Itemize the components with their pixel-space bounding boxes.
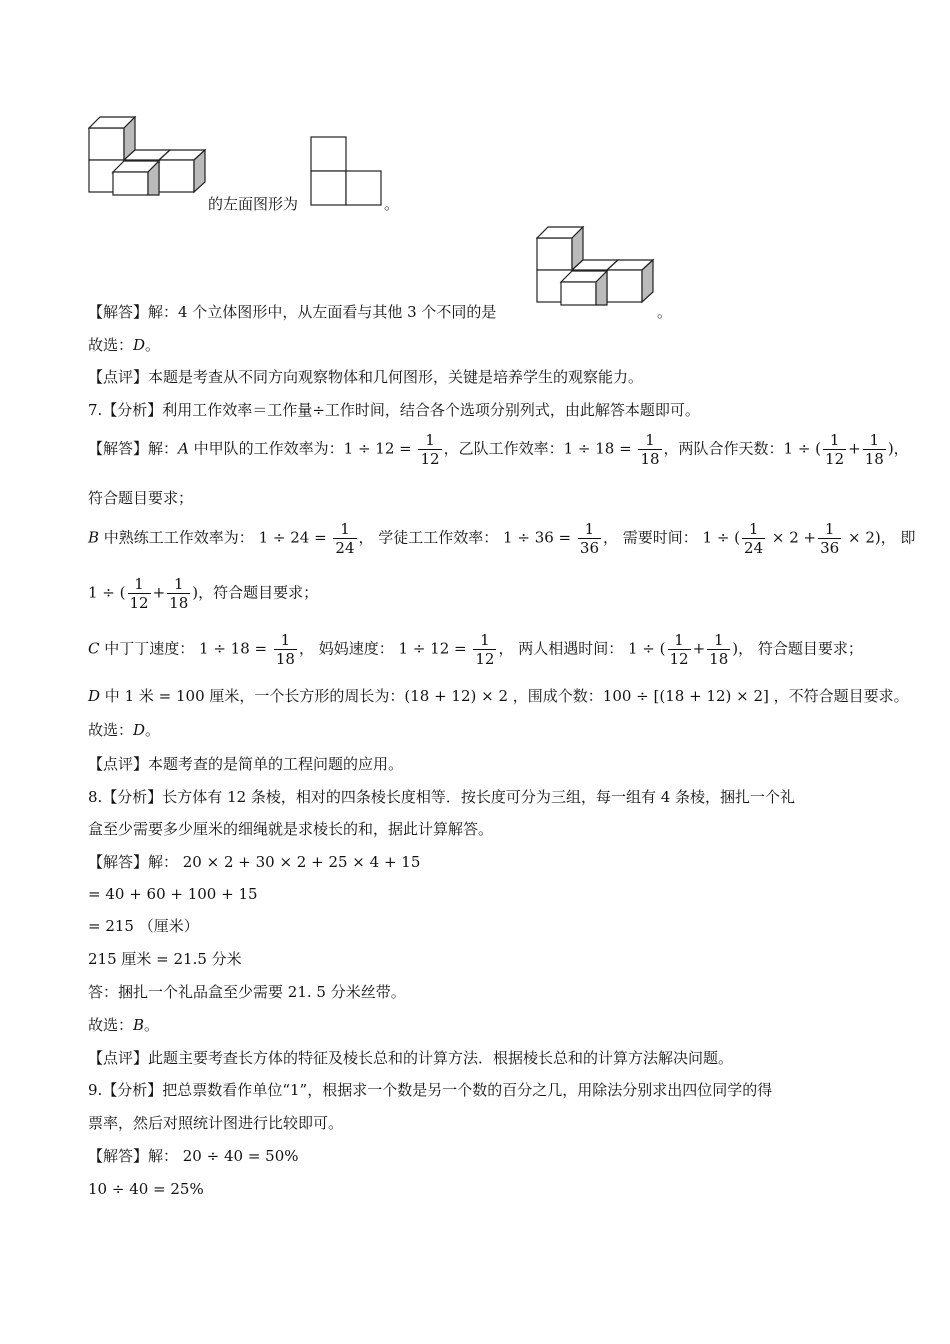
fraction: $\frac{1}{12}$ [825, 431, 845, 468]
q7-answer-a: 【解答】解：A 中甲队的工作效率为：1 ÷ 12 = $\frac{1}{12}$ ，乙队工作效率：1 ÷ 18 = $\frac{1}{18}$ ，两队合作天数：1 ÷ ( $\frac{1}{12}$ + $\frac{1}{18}$ )， [88, 431, 909, 468]
q8-comment: 【点评】此题主要考查长方体的特征及棱长总和的计算方法．根据棱长总和的计算方法解决问题。 [88, 1049, 734, 1067]
fraction: $\frac{1}{12}$ [420, 431, 440, 468]
q8-reply: 答：捆扎一个礼品盒至少需要 21. 5 分米丝带。 [88, 983, 406, 1001]
cube-figure-2 [536, 226, 660, 306]
q6-comment: 【点评】本题是考查从不同方向观察物体和几何图形，关键是培养学生的观察能力。 [88, 368, 644, 386]
q7-answer-a-cont: 符合题目要求； [88, 489, 194, 507]
q6-fig-caption: 的左面图形为 [208, 195, 299, 213]
q8-analysis-2: 盒至少需要多少厘米的细绳就是求棱长的和，据此计算解答。 [88, 820, 494, 838]
q7-answer-d: D 中 1 米 = 100 厘米，一个长方形的周长为：(18 + 12) × 2 ，围成个数：100 ÷ [(18 + 12) × 2] ，不符合题目要求。 [88, 687, 909, 705]
q7-answer-b-cont: 1 ÷ ( $\frac{1}{12}$ + $\frac{1}{18}$ )，符合题目要求； [88, 575, 319, 612]
fraction: $\frac{1}{24}$ [744, 520, 764, 557]
fraction: $\frac{1}{18}$ [864, 431, 884, 468]
q8-step-3: 215 厘米 = 21.5 分米 [88, 950, 242, 968]
fraction: $\frac{1}{12}$ [669, 631, 689, 668]
q6-fig-end: 。 [384, 195, 400, 213]
q7-answer-c: C 中丁丁速度： 1 ÷ 18 = $\frac{1}{18}$ ， 妈妈速度： 1 ÷ 12 = $\frac{1}{12}$ ， 两人相遇时间： 1 ÷ ( $\frac{1}{12}$ + $\frac{1}{18}$ )， 符合题目要求； [88, 631, 863, 668]
fraction: $\frac{1}{12}$ [129, 575, 149, 612]
fraction: $\frac{1}{12}$ [475, 631, 495, 668]
q8-analysis-1: 8.【分析】长方体有 12 条棱，相对的四条棱长度相等．按长度可分为三组，每一组有 4 条棱，捆扎一个礼 [88, 788, 796, 806]
q8-answer: 【解答】解： 20 × 2 + 30 × 2 + 25 × 4 + 15 [88, 853, 421, 871]
q8-choice: 故选：B。 [88, 1016, 160, 1034]
q9-analysis-1: 9.【分析】把总票数看作单位“1”，根据求一个数是另一个数的百分之几，用除法分别求出四位同学的得 [88, 1081, 773, 1099]
fraction: $\frac{1}{24}$ [335, 520, 355, 557]
q7-comment: 【点评】本题考查的是简单的工程问题的应用。 [88, 755, 404, 773]
q9-step-1: 10 ÷ 40 = 25% [88, 1180, 204, 1198]
fraction: $\frac{1}{18}$ [709, 631, 729, 668]
fraction: $\frac{1}{36}$ [820, 520, 840, 557]
q8-step-2: = 215 （厘米） [88, 917, 199, 935]
q6-answer: 【解答】解：4 个立体图形中，从左面看与其他 3 个不同的是 [88, 303, 497, 321]
fraction: $\frac{1}{18}$ [275, 631, 295, 668]
q6-choice: 故选：D。 [88, 336, 161, 354]
fraction: $\frac{1}{18}$ [640, 431, 660, 468]
fraction: $\frac{1}{36}$ [579, 520, 599, 557]
q7-choice: 故选：D。 [88, 721, 161, 739]
q7-answer-b: B 中熟练工工作效率为： 1 ÷ 24 = $\frac{1}{24}$ ， 学徒工工作效率： 1 ÷ 36 = $\frac{1}{36}$ ， 需要时间： 1 ÷ ( $\frac{1}{24}$ × 2 + $\frac{1}{36}$ × 2)， 即 [88, 520, 916, 557]
q9-analysis-2: 票率，然后对照统计图进行比较即可。 [88, 1114, 344, 1132]
q8-step-1: = 40 + 60 + 100 + 15 [88, 885, 258, 903]
q7-analysis: 7.【分析】利用工作效率＝工作量÷工作时间，结合各个选项分别列式，由此解答本题即可。 [88, 401, 700, 419]
fraction: $\frac{1}{18}$ [169, 575, 189, 612]
q9-answer: 【解答】解： 20 ÷ 40 = 50% [88, 1147, 299, 1165]
q6-answer-end: 。 [657, 303, 673, 321]
cube-figure-1 [88, 116, 212, 196]
left-view-figure [310, 136, 384, 208]
